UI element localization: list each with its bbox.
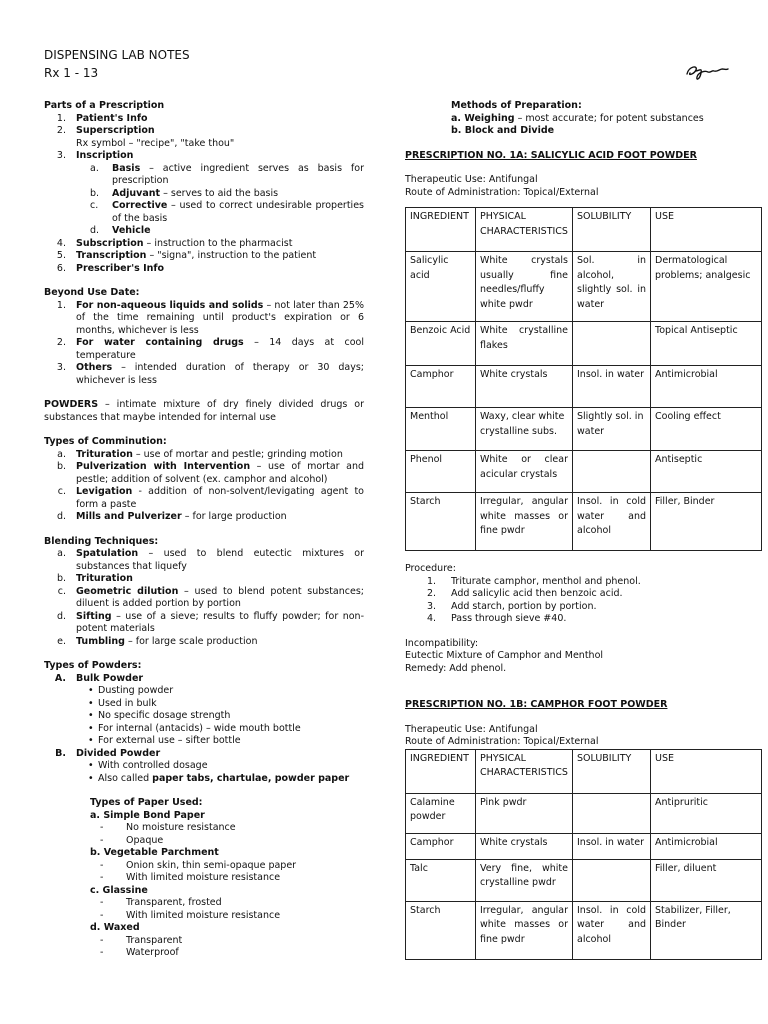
list-number: 3. bbox=[56, 150, 66, 161]
list-item-text: Transparent, frosted bbox=[126, 897, 222, 908]
list-item-label: Vehicle bbox=[112, 225, 151, 236]
table-cell bbox=[573, 859, 651, 901]
list-item-label: Geometric dilution bbox=[76, 585, 179, 597]
list-item-text: – used to correct undesirable properties of the basis bbox=[112, 200, 364, 224]
list-item-text: Rx symbol – "recipe", "take thou" bbox=[76, 137, 235, 149]
table-header-cell: INGREDIENT bbox=[406, 208, 476, 252]
list-item-label: Adjuvant bbox=[112, 187, 161, 199]
list-item-text: Transparent bbox=[126, 934, 183, 946]
bullet-icon: • bbox=[88, 697, 94, 709]
table-row bbox=[406, 493, 762, 551]
table-row bbox=[406, 322, 762, 366]
list-number: 6. bbox=[56, 262, 66, 274]
paper-type-label: c. Glassine bbox=[90, 884, 148, 896]
list-item-text: No moisture resistance bbox=[126, 822, 236, 833]
list-number: 4. bbox=[56, 237, 66, 249]
page-title: DISPENSING LAB NOTES bbox=[44, 48, 190, 62]
table-header-cell: USE bbox=[651, 208, 762, 252]
table-cell: Antimicrobial bbox=[651, 366, 762, 408]
procedure-step: Pass through sieve #40. bbox=[451, 613, 567, 624]
table-header-cell: USE bbox=[651, 749, 762, 793]
prescription-1a-title: PRESCRIPTION NO. 1A: SALICYLIC ACID FOOT POWDER bbox=[405, 149, 697, 161]
subsection-heading: Types of Paper Used: bbox=[90, 797, 203, 808]
table-cell: Salicylic acid bbox=[406, 252, 476, 322]
list-letter: a. bbox=[57, 548, 66, 559]
list-item-text: With limited moisture resistance bbox=[126, 909, 281, 921]
list-letter: a. bbox=[57, 448, 66, 460]
table-cell: Insol. in water bbox=[573, 366, 651, 408]
list-item-text: Onion skin, thin semi-opaque paper bbox=[126, 859, 297, 871]
list-item-label: For non-aqueous liquids and solids bbox=[76, 299, 264, 311]
table-cell: Topical Antiseptic bbox=[651, 322, 762, 366]
list-letter: B. bbox=[55, 747, 66, 759]
parts-section bbox=[44, 100, 364, 275]
incompatibility-text: Eutectic Mixture of Camphor and Menthol bbox=[405, 650, 604, 661]
powders-definition bbox=[44, 399, 364, 424]
procedure-step: Triturate camphor, menthol and phenol. bbox=[451, 575, 641, 587]
table-cell: Slightly sol. in water bbox=[573, 408, 651, 451]
powder-types-section bbox=[44, 660, 364, 960]
table-cell bbox=[573, 793, 651, 833]
list-item-text: – use of mortar and pestle; addition of solvent (ex. camphor and alcohol) bbox=[76, 461, 364, 485]
list-item-text: – used to blend potent substances; diluent is added portion by portion bbox=[76, 585, 364, 609]
page-subtitle: Rx 1 - 13 bbox=[44, 66, 99, 80]
bullet-icon: • bbox=[88, 722, 94, 734]
list-item-label: Patient's Info bbox=[76, 112, 148, 124]
table-cell: White or clear acicular crystals bbox=[476, 451, 573, 493]
table-cell: Calamine powder bbox=[406, 793, 476, 833]
prescription-1b-title: PRESCRIPTION NO. 1B: CAMPHOR FOOT POWDER bbox=[405, 699, 668, 710]
table-cell: Insol. in cold water and alcohol bbox=[573, 901, 651, 959]
page-header bbox=[44, 46, 190, 82]
table-row bbox=[406, 833, 762, 859]
procedure-section: Procedure: 1. Triturate camphor, menthol and phenol. 2. Add salicylic acid then benzoic acid. 3. Add starch, portion by portion. 4. Pass through sieve #40. bbox=[405, 563, 757, 626]
list-item-label: Prescriber's Info bbox=[76, 262, 165, 274]
procedure-step: Add starch, portion by portion. bbox=[451, 600, 597, 612]
list-item-text: No specific dosage strength bbox=[98, 710, 231, 721]
paper-type-label: a. Simple Bond Paper bbox=[90, 809, 205, 821]
table-cell: Starch bbox=[406, 493, 476, 551]
table-cell: Antipruritic bbox=[651, 793, 762, 833]
list-item-text: – serves to aid the basis bbox=[160, 187, 279, 199]
list-item-label: Bulk Powder bbox=[76, 672, 144, 684]
route-of-administration: Route of Administration: Topical/External bbox=[405, 736, 599, 747]
list-item-label: Mills and Pulverizer bbox=[76, 511, 182, 522]
table-cell: Benzoic Acid bbox=[406, 322, 476, 366]
list-number: 3. bbox=[56, 362, 66, 373]
table-cell: Pink pwdr bbox=[476, 793, 573, 833]
list-item-text: – 14 days at cool temperature bbox=[76, 337, 364, 361]
list-letter: d. bbox=[56, 511, 66, 522]
list-item-text: – instruction to the pharmacist bbox=[143, 237, 293, 249]
ingredients-table-1b bbox=[405, 749, 762, 960]
subsection-heading: Procedure: bbox=[405, 563, 456, 574]
list-letter: d. bbox=[90, 225, 100, 236]
table-row bbox=[406, 859, 762, 901]
bullet-icon: • bbox=[88, 772, 94, 784]
list-item-label: Spatulation bbox=[76, 548, 139, 559]
list-letter: c. bbox=[57, 585, 66, 597]
table-cell: Waxy, clear white crystalline subs. bbox=[476, 408, 573, 451]
list-item-label: Basis bbox=[112, 162, 141, 174]
ingredients-table-1a bbox=[405, 207, 762, 551]
list-item-label: Tumbling bbox=[76, 635, 125, 647]
table-row bbox=[406, 901, 762, 959]
table-header-cell: INGREDIENT bbox=[406, 749, 476, 793]
list-item-label: b. Block and Divide bbox=[451, 125, 555, 136]
list-item-text: – "signa", instruction to the patient bbox=[146, 250, 317, 261]
list-item-label: Levigation bbox=[76, 486, 133, 497]
procedure-step: Add salicylic acid then benzoic acid. bbox=[451, 588, 623, 599]
table-header-cell: SOLUBILITY bbox=[573, 749, 651, 793]
therapeutic-use: Therapeutic Use: Antifungal bbox=[405, 723, 538, 735]
list-number: 1. bbox=[56, 112, 66, 124]
list-letter: e. bbox=[57, 635, 66, 647]
list-letter: c. bbox=[90, 200, 99, 211]
signature-icon bbox=[684, 62, 730, 89]
list-item-text: Used in bulk bbox=[98, 697, 157, 709]
section-heading: Blending Techniques: bbox=[44, 535, 159, 547]
table-cell: Antiseptic bbox=[651, 451, 762, 493]
table-cell bbox=[573, 451, 651, 493]
list-letter: a. bbox=[90, 162, 99, 174]
table-row bbox=[406, 252, 762, 322]
list-item-label: Inscription bbox=[76, 150, 134, 161]
table-cell: Antimicrobial bbox=[651, 833, 762, 859]
list-item-text: – use of mortar and pestle; grinding motion bbox=[132, 448, 343, 460]
table-cell: Irregular, angular white masses or fine pwdr bbox=[476, 901, 573, 959]
bullet-icon: • bbox=[88, 760, 94, 771]
list-item-label: For water containing drugs bbox=[76, 337, 244, 348]
list-letter: b. bbox=[90, 187, 100, 199]
list-item-label: Transcription bbox=[76, 250, 147, 261]
bullet-icon: • bbox=[88, 710, 94, 721]
list-item-text: - addition of non-solvent/levigating agent to form a paste bbox=[76, 486, 364, 510]
table-header-cell: PHYSICAL CHARACTERISTICS bbox=[476, 208, 573, 252]
table-header-row bbox=[406, 208, 762, 252]
list-number: 5. bbox=[56, 250, 66, 261]
table-cell: White crystals usually fine needles/fluffy white pwdr bbox=[476, 252, 573, 322]
list-item-label: Divided Powder bbox=[76, 747, 161, 759]
list-item-text: – use of a sieve; results to fluffy powder; for non-potent materials bbox=[76, 610, 364, 634]
table-row bbox=[406, 408, 762, 451]
table-cell: Camphor bbox=[406, 366, 476, 408]
bullet-icon: • bbox=[88, 685, 94, 696]
list-item-label: Corrective bbox=[112, 200, 168, 211]
term-label: POWDERS bbox=[44, 399, 99, 410]
list-item-text: With limited moisture resistance bbox=[126, 872, 281, 883]
section-heading: Methods of Preparation: bbox=[451, 100, 582, 111]
therapeutic-use: Therapeutic Use: Antifungal bbox=[405, 174, 538, 185]
list-letter: c. bbox=[57, 486, 66, 497]
table-cell: Irregular, angular white masses or fine pwdr bbox=[476, 493, 573, 551]
table-row bbox=[406, 793, 762, 833]
table-cell: Starch bbox=[406, 901, 476, 959]
list-item-label: Pulverization with Intervention bbox=[76, 461, 251, 472]
table-cell: Sol. in alcohol, slightly sol. in water bbox=[573, 252, 651, 322]
list-item-text: – not later than 25% of the time remaining until product's expiration or 6 months, whichever is less bbox=[76, 299, 364, 336]
section-heading: Beyond Use Date: bbox=[44, 287, 140, 298]
incompatibility-section bbox=[405, 638, 757, 676]
list-item-text: For internal (antacids) – wide mouth bottle bbox=[98, 722, 301, 734]
table-cell bbox=[573, 322, 651, 366]
list-item-text: – active ingredient serves as basis for prescription bbox=[112, 162, 364, 186]
table-cell: Menthol bbox=[406, 408, 476, 451]
paper-type-label: d. Waxed bbox=[90, 922, 140, 933]
list-letter: b. bbox=[56, 461, 66, 472]
list-number: 2. bbox=[56, 125, 66, 136]
list-item-label: a. Weighing bbox=[451, 112, 515, 124]
list-item-text: Also called bbox=[98, 772, 153, 784]
list-item-text: Dusting powder bbox=[98, 685, 174, 696]
table-cell: Insol. in water bbox=[573, 833, 651, 859]
table-cell: White crystalline flakes bbox=[476, 322, 573, 366]
table-cell: Very fine, white crystalline pwdr bbox=[476, 859, 573, 901]
route-of-administration: Route of Administration: Topical/External bbox=[405, 186, 599, 198]
section-heading: Types of Powders: bbox=[44, 660, 142, 671]
list-item-text: With controlled dosage bbox=[98, 760, 208, 771]
table-cell: White crystals bbox=[476, 366, 573, 408]
comminution-section bbox=[44, 436, 364, 524]
beyond-use-date-section bbox=[44, 287, 364, 387]
list-letter: b. bbox=[56, 573, 66, 584]
list-item-text: For external use – sifter bottle bbox=[98, 735, 241, 746]
table-header-row bbox=[406, 749, 762, 793]
list-number: 1. bbox=[56, 299, 66, 311]
list-item-text: Opaque bbox=[126, 834, 164, 846]
list-letter: d. bbox=[56, 610, 66, 622]
table-cell: Camphor bbox=[406, 833, 476, 859]
list-item-text: – for large scale production bbox=[124, 635, 258, 647]
list-item-text: – used to blend eutectic mixtures or substances that liquefy bbox=[76, 548, 364, 572]
methods-section bbox=[405, 100, 757, 138]
paper-type-label: b. Vegetable Parchment bbox=[90, 847, 219, 858]
list-item-text: – most accurate; for potent substances bbox=[514, 112, 704, 124]
table-cell: White crystals bbox=[476, 833, 573, 859]
term-definition: – intimate mixture of dry finely divided drugs or substances that maybe intended for internal use bbox=[44, 399, 364, 423]
list-item-text: – for large production bbox=[181, 511, 287, 522]
list-item-text: – intended duration of therapy or 30 days; whichever is less bbox=[76, 362, 364, 386]
table-header-cell: PHYSICAL CHARACTERISTICS bbox=[476, 749, 573, 793]
table-cell: Insol. in cold water and alcohol bbox=[573, 493, 651, 551]
table-cell: Stabilizer, Filler, Binder bbox=[651, 901, 762, 959]
table-cell: Filler, diluent bbox=[651, 859, 762, 901]
left-column bbox=[44, 100, 364, 960]
table-cell: Cooling effect bbox=[651, 408, 762, 451]
paper-types: Types of Paper Used: a. Simple Bond Paper - No moisture resistance - Opaque b. Vegetable Parchment - Onion skin, thin semi-opaque paper - With limited moisture resistance c. Glassine - Transparent, frosted - With limited moisture resistance d. Waxed - Transparent - Waterproof bbox=[44, 797, 364, 960]
table-cell: Phenol bbox=[406, 451, 476, 493]
table-row bbox=[406, 366, 762, 408]
right-column bbox=[405, 100, 757, 960]
section-heading: Parts of a Prescription bbox=[44, 100, 165, 111]
list-item-text: Waterproof bbox=[126, 947, 179, 958]
list-number: 2. bbox=[56, 337, 66, 348]
bullet-icon: • bbox=[88, 735, 94, 746]
remedy-text: Remedy: Add phenol. bbox=[405, 662, 507, 674]
list-item-label: Trituration bbox=[76, 573, 133, 584]
list-item-label: paper tabs, chartulae, powder paper bbox=[152, 772, 350, 784]
list-item-label: Trituration bbox=[76, 448, 133, 460]
table-header-cell: SOLUBILITY bbox=[573, 208, 651, 252]
table-row bbox=[406, 451, 762, 493]
table-cell: Talc bbox=[406, 859, 476, 901]
list-item-label: Sifting bbox=[76, 610, 112, 622]
table-cell: Dermatological problems; analgesic bbox=[651, 252, 762, 322]
section-heading: Types of Comminution: bbox=[44, 436, 167, 447]
list-letter: A. bbox=[54, 672, 66, 684]
list-item-label: Superscription bbox=[76, 125, 155, 136]
list-item-label: Subscription bbox=[76, 237, 144, 249]
table-cell: Filler, Binder bbox=[651, 493, 762, 551]
subsection-heading: Incompatibility: bbox=[405, 637, 479, 649]
list-item-label: Others bbox=[76, 362, 113, 373]
blending-section bbox=[44, 536, 364, 649]
